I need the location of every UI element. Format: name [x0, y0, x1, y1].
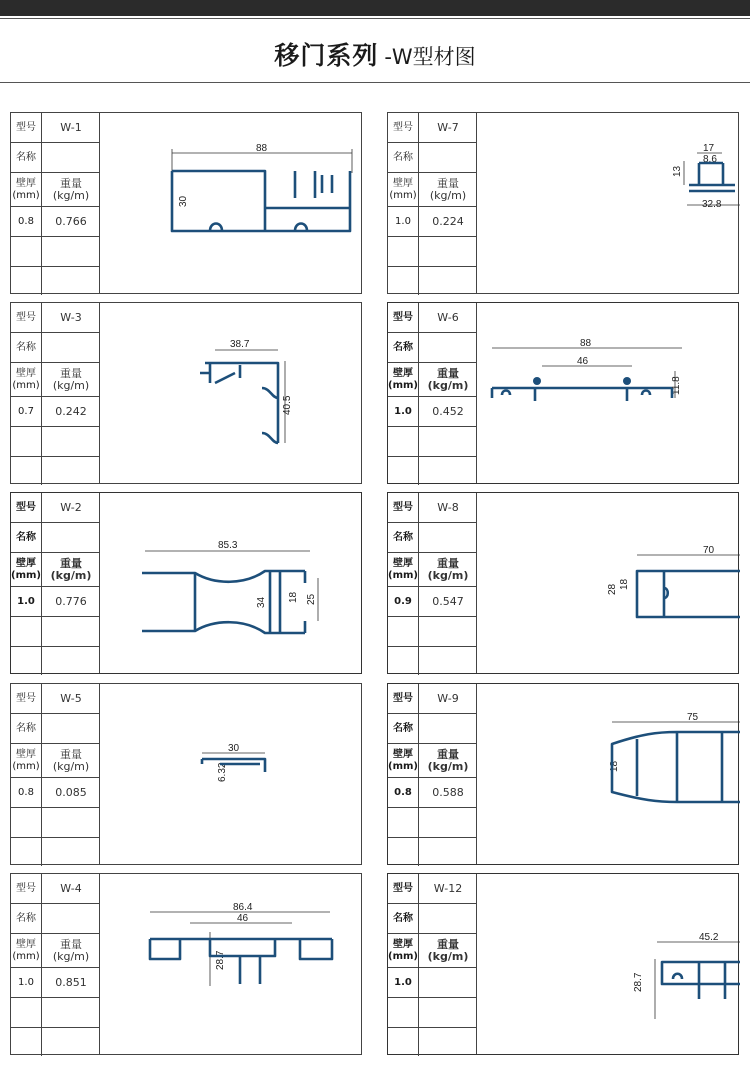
- weight-label: 重量 (kg/m): [429, 176, 467, 202]
- profile-diagram: [100, 493, 363, 675]
- profile-drawing: [477, 684, 740, 866]
- weight-value: 0.776: [55, 594, 87, 608]
- empty-cell: [42, 998, 100, 1027]
- wall-label: 壁厚 (mm): [388, 934, 419, 967]
- spec-table: [11, 684, 100, 864]
- profile-card: [10, 492, 362, 674]
- wall-label: 壁厚 (mm): [11, 363, 42, 396]
- spec-table: [11, 493, 100, 673]
- model-label: 型号: [11, 874, 42, 903]
- profile-diagram: [477, 113, 740, 295]
- title-divider: [0, 82, 750, 83]
- empty-cell: [388, 998, 419, 1027]
- spec-table: [11, 113, 100, 293]
- spec-table: [388, 303, 477, 483]
- svg-text:40.5: 40.5: [282, 395, 293, 415]
- svg-text:45.2: 45.2: [699, 932, 719, 943]
- empty-cell: [11, 808, 42, 837]
- name-value: [42, 333, 100, 362]
- name-label: 名称: [11, 143, 42, 172]
- empty-cell: [388, 808, 419, 837]
- empty-cell: [42, 647, 100, 675]
- empty-cell: [42, 237, 100, 266]
- svg-text:11.8: 11.8: [671, 376, 682, 395]
- empty-cell: [11, 647, 42, 675]
- svg-text:28.7: 28.7: [633, 972, 644, 992]
- top-bar: [0, 0, 750, 16]
- empty-cell: [42, 617, 100, 646]
- weight-value: [419, 968, 477, 997]
- profile-card: [387, 492, 739, 674]
- empty-cell: [42, 838, 100, 866]
- wall-value: 1.0: [388, 207, 419, 236]
- name-value: [42, 904, 100, 933]
- weight-value: 0.851: [55, 975, 87, 989]
- svg-text:25: 25: [306, 593, 317, 605]
- name-label: 名称: [388, 333, 419, 362]
- profile-node: [623, 377, 631, 385]
- empty-cell: [11, 427, 42, 456]
- wall-value: 0.8: [388, 778, 419, 807]
- empty-cell: [11, 457, 42, 485]
- profile-diagram: [100, 303, 363, 485]
- svg-text:17: 17: [703, 143, 715, 154]
- svg-text:18: 18: [609, 760, 620, 772]
- svg-text:75: 75: [687, 712, 699, 723]
- wall-label: 壁厚 (mm): [388, 744, 419, 777]
- model-value: W-9: [437, 691, 459, 705]
- empty-cell: [419, 237, 477, 266]
- title-sub: -W型材图: [384, 45, 476, 69]
- name-label: 名称: [388, 143, 419, 172]
- profile-diagram: [477, 874, 740, 1056]
- name-value: [419, 333, 477, 362]
- profile-drawing: [477, 113, 740, 295]
- wall-value: 1.0: [388, 397, 419, 426]
- name-value: [419, 523, 477, 552]
- weight-value: 0.085: [55, 785, 87, 799]
- empty-cell: [388, 617, 419, 646]
- model-label: 型号: [388, 874, 419, 903]
- empty-cell: [42, 457, 100, 485]
- profile-card: [387, 873, 739, 1055]
- empty-cell: [11, 617, 42, 646]
- model-label: 型号: [388, 303, 419, 332]
- weight-label: 重量 (kg/m): [52, 937, 90, 963]
- empty-cell: [11, 838, 42, 866]
- wall-value: 0.7: [11, 397, 42, 426]
- empty-cell: [419, 647, 477, 675]
- svg-text:6.32: 6.32: [217, 762, 228, 782]
- name-value: [42, 143, 100, 172]
- model-value: W-7: [437, 120, 459, 134]
- spec-table: [388, 874, 477, 1054]
- svg-text:13: 13: [672, 165, 683, 177]
- empty-cell: [419, 267, 477, 295]
- name-label: 名称: [388, 714, 419, 743]
- spec-table: [388, 493, 477, 673]
- model-value: W-4: [60, 881, 82, 895]
- profile-drawing: [100, 303, 363, 485]
- name-label: 名称: [11, 714, 42, 743]
- profile-card: [10, 112, 362, 294]
- svg-text:70: 70: [703, 545, 715, 556]
- empty-cell: [419, 617, 477, 646]
- svg-text:85.3: 85.3: [218, 540, 238, 551]
- svg-text:18: 18: [288, 591, 299, 603]
- empty-cell: [388, 267, 419, 295]
- empty-cell: [42, 267, 100, 295]
- svg-text:46: 46: [237, 913, 249, 924]
- name-value: [419, 904, 477, 933]
- svg-text:18: 18: [619, 578, 630, 590]
- name-label: 名称: [11, 523, 42, 552]
- weight-label: 重量 (kg/m): [50, 556, 92, 582]
- wall-label: 壁厚 (mm): [11, 744, 42, 777]
- profile-drawing: [477, 303, 740, 485]
- svg-text:86.4: 86.4: [233, 902, 253, 913]
- spec-table: [11, 874, 100, 1054]
- profile-card: [10, 873, 362, 1055]
- profile-node: [533, 377, 541, 385]
- empty-cell: [11, 267, 42, 295]
- profile-drawing: [477, 493, 740, 675]
- profile-diagram: [477, 493, 740, 675]
- profile-diagram: [477, 303, 740, 485]
- empty-cell: [419, 427, 477, 456]
- weight-label: 重量 (kg/m): [427, 366, 469, 392]
- weight-value: 0.588: [432, 785, 464, 799]
- profile-diagram: [100, 874, 363, 1056]
- profile-card: [387, 112, 739, 294]
- model-label: 型号: [388, 113, 419, 142]
- wall-value: 1.0: [11, 587, 42, 616]
- profile-drawing: [100, 493, 363, 675]
- svg-text:8.6: 8.6: [703, 154, 717, 165]
- weight-label: 重量 (kg/m): [427, 556, 469, 582]
- profile-drawing: [100, 113, 363, 295]
- model-label: 型号: [11, 684, 42, 713]
- svg-text:88: 88: [580, 338, 592, 349]
- spec-table: [11, 303, 100, 483]
- profile-diagram: [100, 113, 363, 295]
- wall-value: 1.0: [388, 968, 419, 997]
- model-label: 型号: [388, 684, 419, 713]
- wall-value: 1.0: [11, 968, 42, 997]
- model-label: 型号: [11, 493, 42, 522]
- profile-diagram: [100, 684, 363, 866]
- profile-drawing: [477, 874, 740, 1056]
- name-value: [42, 714, 100, 743]
- model-label: 型号: [388, 493, 419, 522]
- weight-value: 0.224: [432, 214, 464, 228]
- wall-label: 壁厚 (mm): [388, 553, 419, 586]
- weight-value: 0.766: [55, 214, 87, 228]
- empty-cell: [11, 998, 42, 1027]
- svg-text:28: 28: [607, 583, 618, 595]
- empty-cell: [419, 1028, 477, 1056]
- profile-card: [10, 302, 362, 484]
- dim-label: 30: [178, 195, 189, 207]
- weight-label: 重量 (kg/m): [427, 937, 469, 963]
- spec-table: [388, 684, 477, 864]
- empty-cell: [42, 808, 100, 837]
- model-label: 型号: [11, 303, 42, 332]
- empty-cell: [11, 237, 42, 266]
- top-divider: [0, 18, 750, 19]
- profile-diagram: [477, 684, 740, 866]
- name-value: [419, 714, 477, 743]
- name-label: 名称: [11, 904, 42, 933]
- empty-cell: [42, 427, 100, 456]
- name-label: 名称: [388, 523, 419, 552]
- model-value: W-8: [437, 500, 459, 514]
- empty-cell: [419, 998, 477, 1027]
- weight-label: 重量 (kg/m): [427, 747, 469, 773]
- empty-cell: [388, 1028, 419, 1056]
- empty-cell: [388, 427, 419, 456]
- wall-label: 壁厚 (mm): [11, 173, 42, 206]
- empty-cell: [11, 1028, 42, 1056]
- name-value: [419, 143, 477, 172]
- svg-text:30: 30: [228, 743, 240, 754]
- weight-value: 0.242: [55, 404, 87, 418]
- model-value: W-1: [60, 120, 82, 134]
- svg-text:46: 46: [577, 356, 589, 367]
- empty-cell: [419, 808, 477, 837]
- empty-cell: [388, 237, 419, 266]
- wall-label: 壁厚 (mm): [11, 553, 42, 586]
- wall-label: 壁厚 (mm): [11, 934, 42, 967]
- profile-drawing: [100, 684, 363, 866]
- wall-value: 0.8: [11, 778, 42, 807]
- dim-label: 88: [256, 143, 268, 154]
- weight-label: 重量 (kg/m): [52, 747, 90, 773]
- model-value: W-12: [433, 881, 463, 895]
- name-label: 名称: [11, 333, 42, 362]
- weight-value: 0.452: [432, 404, 464, 418]
- profile-card: [387, 302, 739, 484]
- wall-value: 0.9: [388, 587, 419, 616]
- empty-cell: [388, 647, 419, 675]
- profile-card: [387, 683, 739, 865]
- svg-text:38.7: 38.7: [230, 339, 250, 350]
- weight-label: 重量 (kg/m): [52, 176, 90, 202]
- title-main: 移门系列: [274, 41, 379, 70]
- model-value: W-3: [60, 310, 82, 324]
- name-value: [42, 523, 100, 552]
- empty-cell: [388, 457, 419, 485]
- wall-label: 壁厚 (mm): [388, 173, 419, 206]
- wall-value: 0.8: [11, 207, 42, 236]
- empty-cell: [42, 1028, 100, 1056]
- page-title: [0, 36, 750, 72]
- wall-label: 壁厚 (mm): [388, 363, 419, 396]
- weight-value: 0.547: [432, 594, 464, 608]
- model-value: W-6: [437, 310, 459, 324]
- empty-cell: [388, 838, 419, 866]
- model-label: 型号: [11, 113, 42, 142]
- svg-text:28.7: 28.7: [215, 950, 226, 970]
- model-value: W-2: [60, 500, 82, 514]
- empty-cell: [419, 838, 477, 866]
- empty-cell: [419, 457, 477, 485]
- name-label: 名称: [388, 904, 419, 933]
- model-value: W-5: [60, 691, 82, 705]
- profile-drawing: [100, 874, 363, 1056]
- profile-card: [10, 683, 362, 865]
- svg-text:32.8: 32.8: [702, 199, 722, 210]
- weight-label: 重量 (kg/m): [52, 366, 90, 392]
- svg-text:34: 34: [256, 596, 267, 608]
- spec-table: [388, 113, 477, 293]
